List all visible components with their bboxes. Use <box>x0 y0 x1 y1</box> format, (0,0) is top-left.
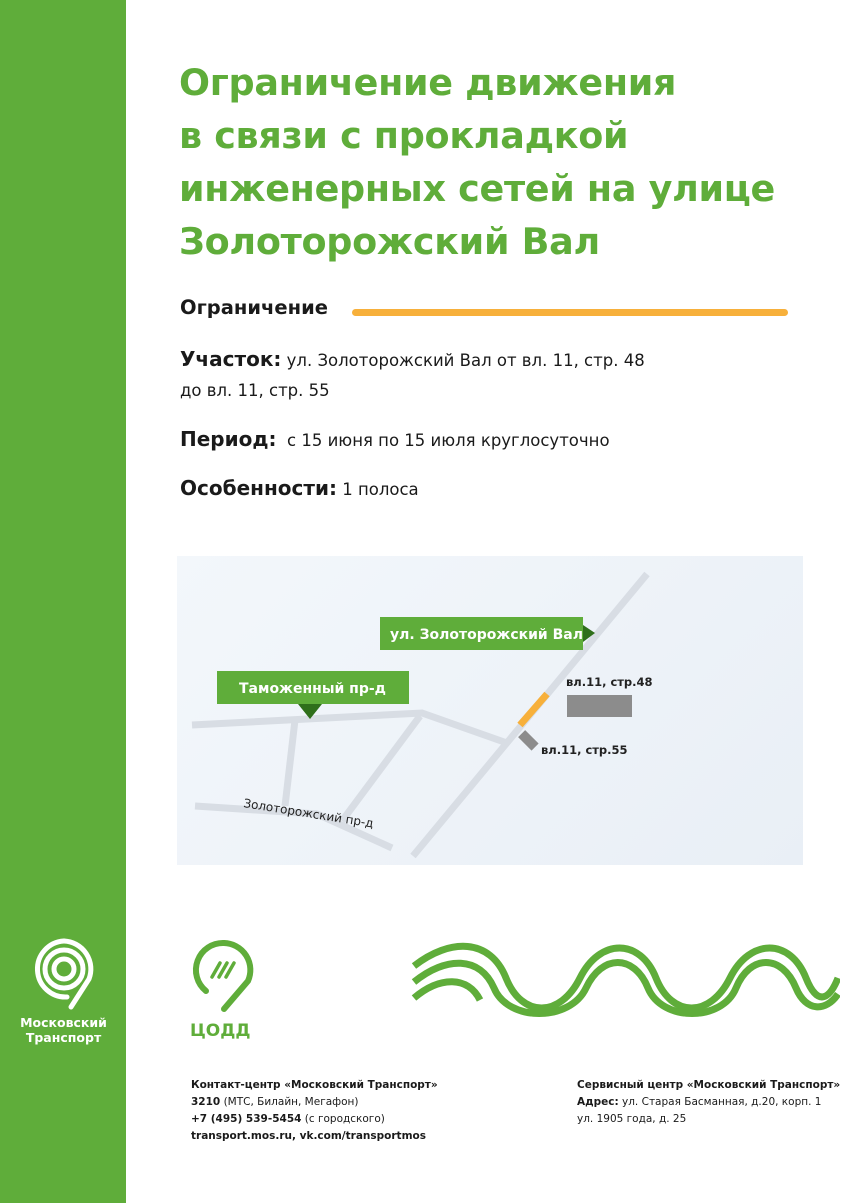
orange-divider <box>352 309 788 316</box>
service-center-block <box>577 1077 840 1128</box>
features-row <box>180 473 419 505</box>
phone-number: +7 (495) 539-5454 <box>191 1113 302 1125</box>
map-canvas <box>177 556 803 865</box>
moscow-transport-logo <box>16 935 111 1045</box>
short-number-note: (МТС, Билайн, Мегафон) <box>220 1096 359 1108</box>
title-line2: в связи с прокладкой <box>179 114 629 157</box>
map-label-customs-street: Таможенный пр-д <box>239 681 386 697</box>
title-line3: инженерных сетей на улице <box>179 167 775 210</box>
street-map <box>177 556 803 865</box>
contact-center-title: Контакт-центр «Московский Транспорт» <box>191 1079 438 1091</box>
restricted-section <box>520 694 547 725</box>
green-sidebar <box>0 0 126 1203</box>
title-line1: Ограничение движения <box>179 61 677 104</box>
contact-center-block <box>191 1077 438 1145</box>
period-row <box>180 424 610 456</box>
cdd-logo <box>190 937 260 1041</box>
phone-note: (с городского) <box>301 1113 385 1125</box>
side-road-left <box>285 720 295 806</box>
area-value-line2: до вл. 11, стр. 55 <box>180 381 330 400</box>
address-line1: ул. Старая Басманная, д.20, корп. 1 <box>618 1096 822 1108</box>
map-label-zolotorozhsky-pr: Золоторожский пр-д <box>242 796 375 831</box>
websites-link[interactable]: transport.mos.ru, vk.com/transportmos <box>191 1130 426 1142</box>
area-row <box>180 344 740 406</box>
period-value: с 15 июня по 15 июля круглосуточно <box>276 431 610 450</box>
side-road-middle <box>342 716 420 821</box>
map-label-building-55: вл.11, стр.55 <box>541 743 628 757</box>
wave-decoration <box>410 938 840 1032</box>
wave-pattern-icon <box>410 938 840 1028</box>
map-label-building-48: вл.11, стр.48 <box>566 675 653 689</box>
moscow-transport-name <box>16 1015 111 1045</box>
short-number: 3210 <box>191 1096 221 1108</box>
cdd-pin-icon <box>190 937 258 1015</box>
title-line4: Золоторожский Вал <box>179 220 600 263</box>
address-label: Адрес: <box>577 1096 619 1108</box>
customs-road <box>192 713 507 743</box>
features-label: Особенности: <box>180 476 337 500</box>
area-value-line1: ул. Золоторожский Вал от вл. 11, стр. 48 <box>281 351 645 370</box>
area-label: Участок: <box>180 347 282 371</box>
map-label-main-street: ул. Золоторожский Вал <box>390 627 583 643</box>
brand-name-line1: Московский <box>20 1015 107 1030</box>
moscow-transport-nine-icon <box>29 935 99 1011</box>
label-main-street <box>380 617 595 650</box>
features-value: 1 полоса <box>336 480 419 499</box>
brand-name-line2: Транспорт <box>25 1030 102 1045</box>
building-55-block <box>518 730 539 751</box>
page-title <box>179 56 819 268</box>
building-48-block <box>567 695 632 717</box>
restriction-heading: Ограничение <box>180 296 328 319</box>
period-label: Период: <box>180 427 277 451</box>
service-center-title: Сервисный центр «Московский Транспорт» <box>577 1079 841 1091</box>
cdd-name: ЦОДД <box>190 1021 251 1041</box>
address-line2: ул. 1905 года, д. 25 <box>577 1113 687 1125</box>
